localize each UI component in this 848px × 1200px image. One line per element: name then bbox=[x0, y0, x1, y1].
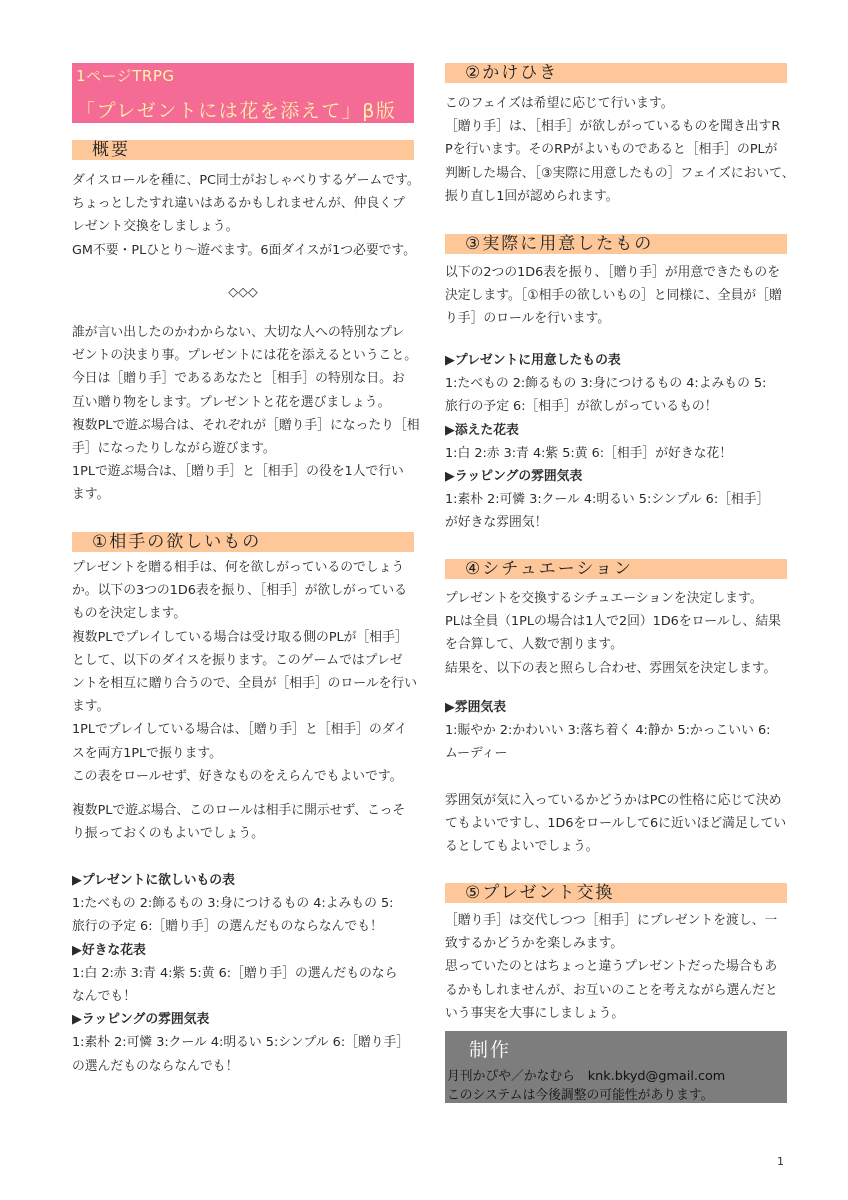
text-line: 結果を、以下の表と照らし合わせ、雰囲気を決定します。 bbox=[445, 660, 777, 676]
text-line: ［贈り手］は交代しつつ［相手］にプレゼントを渡し、一 bbox=[445, 913, 778, 928]
left-column bbox=[72, 63, 420, 1074]
text-line: 判断した場合、［③実際に用意したもの］フェイズにおいて、 bbox=[445, 165, 795, 181]
text-line: 決定します。［①相手の欲しいもの］と同様に、全員が［贈 bbox=[445, 288, 782, 304]
table-title: ▶好きな花表 bbox=[72, 942, 146, 958]
text-line: ダイスロールを種に、PC同士がおしゃべりするゲームです。 bbox=[72, 173, 420, 188]
section3-tables bbox=[445, 349, 787, 535]
text-line: スを両方1PLで振ります。 bbox=[72, 745, 222, 761]
credits-note: このシステムは今後調整の可能性があります。 bbox=[447, 1088, 714, 1103]
section1-tables bbox=[72, 869, 414, 1078]
text-line: ゼントの決まり事。プレゼントには花を添えるということ。 bbox=[72, 348, 418, 364]
text-line: るとしてもよいでしょう。 bbox=[445, 839, 599, 855]
table-title: ▶ラッピングの雰囲気表 bbox=[445, 469, 583, 485]
text-line: ます。 bbox=[72, 699, 110, 715]
text-line: 複数PLでプレイしている場合は受け取る側のPLが［相手］ bbox=[72, 629, 408, 645]
table-line: 1:たべもの 2:飾るもの 3:身につけるもの 4:よみもの 5: bbox=[445, 376, 767, 392]
text-line: ます。 bbox=[72, 487, 110, 503]
text-line: 雰囲気が気に入っているかどうかはPCの性格に応じて決め bbox=[445, 793, 782, 808]
text-line: PLは全員（1PLの場合は1人で2回）1D6をロールし、結果 bbox=[445, 614, 781, 630]
table-title: ▶ラッピングの雰囲気表 bbox=[72, 1012, 210, 1028]
text-line: レゼント交換をしましょう。 bbox=[72, 219, 239, 235]
table-line: 1:白 2:赤 3:青 4:紫 5:黄 6:［相手］が好きな花！ bbox=[445, 445, 733, 461]
text-line: 複数PLで遊ぶ場合、このロールは相手に開示せず、こっそ bbox=[72, 803, 406, 818]
section-heading-5: ⑤プレゼント交換 bbox=[445, 883, 787, 903]
table-title: ▶プレゼントに欲しいもの表 bbox=[72, 873, 235, 888]
text-line: プレゼントを交換するシチュエーションを決定します。 bbox=[445, 591, 763, 606]
text-line: ［贈り手］は、［相手］が欲しがっているものを聞き出すR bbox=[445, 119, 781, 135]
credits-box bbox=[445, 1031, 787, 1103]
text-line: り手］のロールを行います。 bbox=[445, 311, 611, 327]
section4-body bbox=[445, 587, 787, 680]
text-line: 以下の2つの1D6表を振り、［贈り手］が用意できたものを bbox=[445, 265, 781, 280]
text-line: この表をロールせず、好きなものをえらんでもよいです。 bbox=[72, 768, 403, 784]
table-line: 旅行の予定 6:［相手］が欲しがっているもの！ bbox=[445, 399, 718, 415]
section4-note bbox=[445, 789, 787, 859]
overview-story bbox=[72, 321, 420, 507]
text-line: 1PLでプレイしている場合は、［贈り手］と［相手］のダイ bbox=[72, 722, 408, 738]
title-banner bbox=[72, 63, 414, 123]
overview-intro bbox=[72, 169, 420, 262]
text-line: として、以下のダイスを振ります。このゲームではプレゼ bbox=[72, 652, 403, 668]
text-line: 複数PLで遊ぶ場合は、それぞれが［贈り手］になったり［相 bbox=[72, 417, 420, 433]
section-heading-2: ②かけひき bbox=[445, 63, 787, 83]
text-line: プレゼントを贈る相手は、何を欲しがっているのでしょう bbox=[72, 560, 405, 575]
table-line: 1:素朴 2:可憐 3:クール 4:明るい 5:シンプル 6:［贈り手］ bbox=[72, 1035, 410, 1051]
text-line: このフェイズは希望に応じて行います。 bbox=[445, 96, 674, 111]
table-line: なんでも！ bbox=[72, 989, 136, 1005]
text-line: 1PLで遊ぶ場合は、［贈り手］と［相手］の役を1人で行い bbox=[72, 464, 404, 480]
text-line: 今日は［贈り手］であるあなたと［相手］の特別な日。お bbox=[72, 371, 405, 387]
section2-body bbox=[445, 92, 795, 208]
page-number: 1 bbox=[777, 1155, 784, 1168]
page-title: 「プレゼントには花を添えて」β版 bbox=[76, 100, 397, 122]
table-line: 1:素朴 2:可憐 3:クール 4:明るい 5:シンプル 6:［相手］ bbox=[445, 492, 770, 508]
section-heading-4: ④シチュエーション bbox=[445, 559, 787, 579]
text-line: 思っていたのとはちょっと違うプレゼントだった場合もあ bbox=[445, 959, 778, 975]
text-line: か。以下の3つの1D6表を振り、［相手］が欲しがっている bbox=[72, 583, 408, 599]
section-heading-1: ①相手の欲しいもの bbox=[72, 532, 414, 552]
table-line: 1:たべもの 2:飾るもの 3:身につけるもの 4:よみもの 5: bbox=[72, 896, 394, 912]
text-line: 互い贈り物をします。プレゼントと花を選びましょう。 bbox=[72, 394, 391, 410]
text-line: いう事実を大事にしましょう。 bbox=[445, 1005, 625, 1021]
section4-table bbox=[445, 696, 787, 766]
table-line: の選んだものならなんでも！ bbox=[72, 1058, 239, 1074]
table-line: 1:賑やか 2:かわいい 3:落ち着く 4:静か 5:かっこいい 6: bbox=[445, 723, 771, 739]
text-line: るかもしれませんが、お互いのことを考えながら選んだと bbox=[445, 982, 778, 998]
section1-note bbox=[72, 799, 414, 845]
section-heading-overview: 概要 bbox=[72, 140, 414, 160]
text-line: Pを行います。そのRPがよいものであると［相手］のPLが bbox=[445, 142, 778, 158]
table-title: ▶プレゼントに用意したもの表 bbox=[445, 353, 621, 368]
divider: ◇◇◇ bbox=[228, 285, 258, 300]
text-line: てもよいですし、1D6をロールして6に近いほど満足してい bbox=[445, 816, 787, 832]
text-line: を合算して、人数で割ります。 bbox=[445, 637, 623, 653]
text-line: ちょっとしたすれ違いはあるかもしれませんが、仲良くプ bbox=[72, 196, 405, 212]
section3-body bbox=[445, 261, 787, 331]
table-line: が好きな雰囲気！ bbox=[445, 515, 548, 531]
table-line: 1:白 2:赤 3:青 4:紫 5:黄 6:［贈り手］の選んだものなら bbox=[72, 965, 398, 981]
credits-author: 月刊かぴや／かなむら knk.bkyd@gmail.com bbox=[447, 1069, 726, 1084]
table-title: ▶添えた花表 bbox=[445, 422, 519, 438]
text-line: 致するかどうかを楽しみます。 bbox=[445, 936, 624, 952]
text-line: 誰が言い出したのかわからない、大切な人への特別なプレ bbox=[72, 325, 405, 340]
text-line: 手］になったりしながら遊びます。 bbox=[72, 441, 276, 457]
table-title: ▶雰囲気表 bbox=[445, 700, 507, 715]
credits-heading: 制作 bbox=[469, 1039, 512, 1061]
text-line: ントを相互に贈り合うので、全員が［相手］のロールを行い bbox=[72, 676, 418, 692]
section5-body bbox=[445, 909, 787, 1025]
section-heading-3: ③実際に用意したもの bbox=[445, 234, 787, 254]
text-line: り振っておくのもよいでしょう。 bbox=[72, 826, 264, 842]
title-subtitle: 1ページTRPG bbox=[76, 67, 175, 85]
text-line: GM不要・PLひとり〜遊べます。6面ダイスが1つ必要です。 bbox=[72, 242, 416, 258]
section1-body bbox=[72, 556, 418, 788]
text-line: ものを決定します。 bbox=[72, 606, 187, 622]
text-line: 振り直し1回が認められます。 bbox=[445, 188, 619, 204]
table-line: 旅行の予定 6:［贈り手］の選んだものならなんでも！ bbox=[72, 919, 383, 935]
table-line: ムーディー bbox=[445, 746, 508, 762]
